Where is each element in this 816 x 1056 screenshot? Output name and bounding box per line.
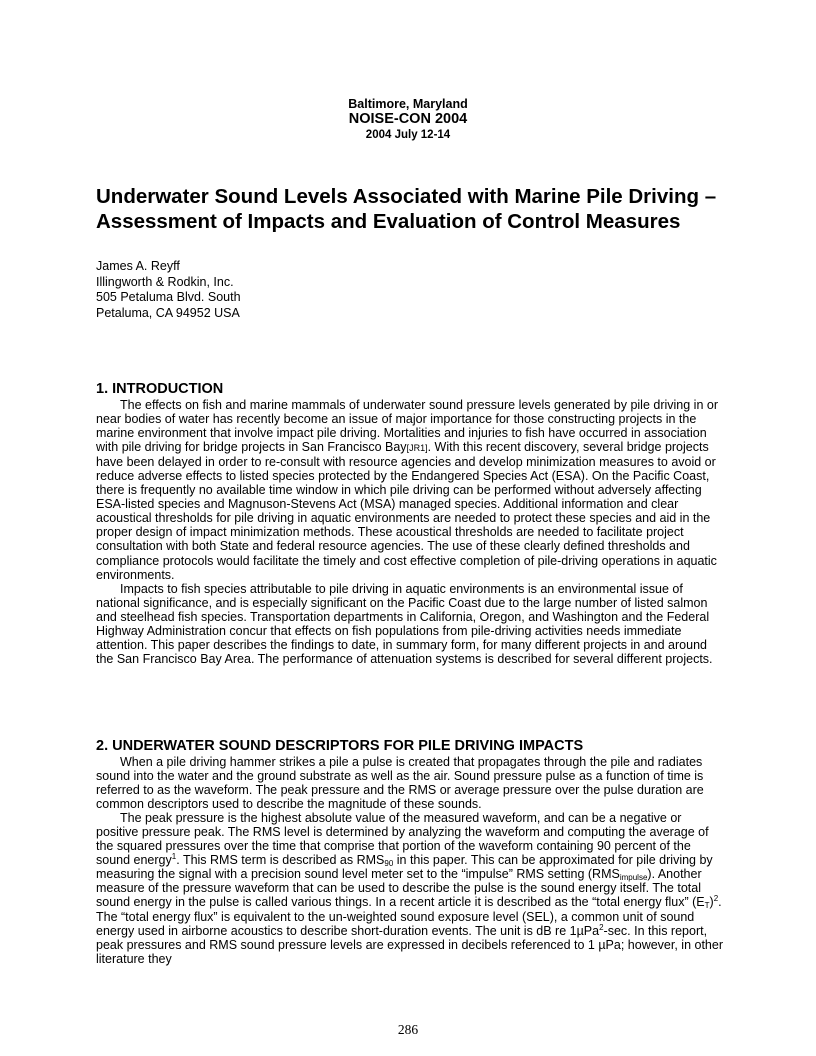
author-address-line1: 505 Petaluma Blvd. South — [96, 290, 241, 304]
text-run: -sec. In this report, peak pressures and RMS sound pressure levels are expressed in decibels referenced to 1 µPa; however, in other literature they — [96, 923, 723, 966]
text-run: . The “total energy flux” is equivalent to the un-weighted sound exposure level (SEL), a common unit of sound energy used in airborne acoustics to describe short-duration events. The unit is dB re 1µPa — [96, 895, 722, 938]
comment-marker: [JR1] — [406, 443, 428, 454]
section-heading-introduction: 1. INTRODUCTION — [96, 381, 224, 397]
page-number: 286 — [397, 1022, 419, 1037]
descriptors-body — [96, 755, 724, 966]
text-run: . This RMS term is described as RMS — [176, 853, 385, 868]
text-run: The peak pressure is the highest absolute value of the measured waveform, and can be a negative or positive pressure peak. The RMS level is determined by analyzing the waveform and computing the average of the squared pressures over the time that comprise that portion of the waveform containing 90 percent of the sound energy — [96, 811, 709, 868]
text-run: ). Another measure of the pressure waveform that can be used to describe the pulse is the sound energy itself. The total sound energy in the pulse is called various things. In a recent article it is described as the “total energy flux” (E — [96, 867, 705, 910]
author-organization: Illingworth & Rodkin, Inc. — [96, 274, 234, 289]
introduction-body — [96, 398, 724, 666]
section-heading-descriptors: 2. UNDERWATER SOUND DESCRIPTORS FOR PILE DRIVING IMPACTS — [96, 738, 584, 754]
subscript: impulse — [619, 873, 648, 883]
text-run: ) — [709, 895, 714, 910]
text-run: . With this recent discovery, several bridge projects have been delayed in order to re-consult with resource agencies and develop minimization measures to avoid or reduce adverse effects to listed species protected by the Endangered Species Act (ESA). On the Pacific Coast, there is frequently no available time window in which pile driving can be performed without adversely affecting ESA-listed species and Magnuson-Stevens Act (MSA) managed species. Additional information and clear acoustical thresholds for pile driving in aquatic environments are needed to protect these species and aid in the proper design of impact minimization methods. These acoustical thresholds are needed to facilitate project consultation with both State and federal resource agencies. The use of these clearly defined thresholds and compliance protocols would facilitate the timely and cost effective completion of pile-driving operations in aquatic environments. — [96, 440, 717, 582]
footnote-ref: 2 — [713, 894, 719, 904]
conference-name: NOISE-CON 2004 — [348, 111, 468, 127]
author-name: James A. Reyff — [96, 259, 180, 273]
paper-title: Underwater Sound Levels Associated with Marine Pile Driving – Assessment of Impacts and Evaluation of Control Measures — [96, 185, 717, 233]
footnote-ref: 1 — [171, 852, 177, 862]
superscript: 2 — [599, 922, 604, 932]
conference-date: 2004 July 12-14 — [365, 129, 451, 141]
subscript: 90 — [384, 859, 394, 869]
subscript: T — [704, 901, 710, 911]
paragraph — [96, 811, 724, 966]
paragraph — [96, 398, 724, 582]
text-run: in this paper. This can be approximated for pile driving by measuring the signal with a precision sound level meter set to the “impulse” RMS setting (RMS — [96, 853, 713, 882]
author-block — [96, 259, 241, 321]
paragraph: Impacts to fish species attributable to pile driving in aquatic environments is an environmental issue of national significance, and is especially significant on the Pacific Coast due to the large number of listed salmon and steelhead fish species. Transportation departments in California, Oregon, and Washington and the Federal Highway Administration concur that effects on fish populations from pile-driving activities needs immediate attention. This paper describes the findings to date, in summary form, for many different projects in and around the San Francisco Bay Area. The performance of attenuation systems is described for several different projects. — [96, 581, 713, 666]
author-address-line2: Petaluma, CA 94952 USA — [96, 305, 240, 320]
text-run: The effects on fish and marine mammals of underwater sound pressure levels generated by pile driving in or near bodies of water has recently become an issue of major importance for those constructing projects in the marine environment that involve impact pile driving. Mortalities and injuries to fish have occurred in association with pile driving for bridge projects in San Francisco Bay — [96, 398, 718, 455]
paragraph: When a pile driving hammer strikes a pile a pulse is created that propagates through the pile and radiates sound into the water and the ground substrate as well as the air. Sound pressure pulse as a function of time is referred to as the waveform. The peak pressure and the RMS or average pressure over the pulse duration are common descriptors used to describe the magnitude of these sounds. — [96, 755, 704, 812]
conference-location: Baltimore, Maryland — [348, 97, 468, 111]
